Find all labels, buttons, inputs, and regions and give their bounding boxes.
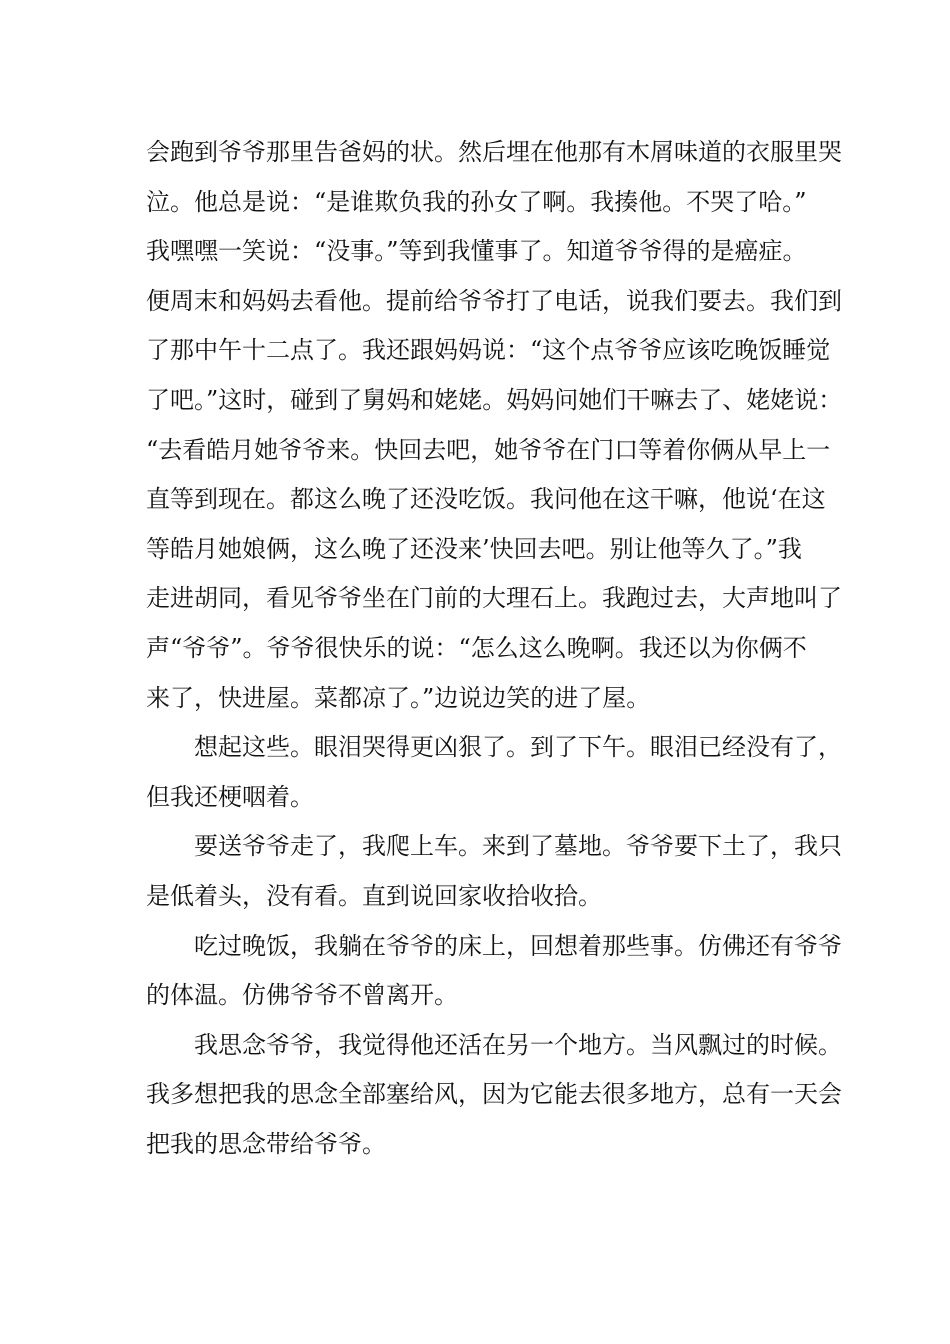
essay-body	[146, 128, 843, 1169]
text-line: “去看皓月她爷爷来。快回去吧，她爷爷在门口等着你俩从早上一	[146, 435, 831, 464]
text-line: 的体温。仿佛爷爷不曾离开。	[146, 981, 458, 1010]
text-line: 来了，快进屋。菜都凉了。”边说边笑的进了屋。	[146, 683, 651, 712]
text-line: 泣。他总是说：“是谁欺负我的孙女了啊。我揍他。不哭了哈。”	[146, 187, 807, 216]
paragraph-first-line: 想起这些。眼泪哭得更凶狠了。到了下午。眼泪已经没有了，	[194, 733, 842, 762]
text-line: 是低着头，没有看。直到说回家收拾收拾。	[146, 881, 602, 910]
text-line: 便周末和妈妈去看他。提前给爷爷打了电话，说我们要去。我们到	[146, 286, 842, 315]
text-line: 我嘿嘿一笑说：“没事。”等到我懂事了。知道爷爷得的是癌症。	[146, 237, 807, 266]
paragraph-first-line: 吃过晚饭，我躺在爷爷的床上，回想着那些事。仿佛还有爷爷	[194, 931, 842, 960]
text-line: 把我的思念带给爷爷。	[146, 1129, 386, 1158]
text-line: 等皓月她娘俩，这么晚了还没来’快回去吧。别让他等久了。”我	[146, 534, 802, 563]
text-line: 声“爷爷”。爷爷很快乐的说：“怎么这么晚啊。我还以为你俩不	[146, 633, 807, 662]
text-line: 了那中午十二点了。我还跟妈妈说：“这个点爷爷应该吃晚饭睡觉	[146, 336, 831, 365]
paragraph-first-line: 要送爷爷走了，我爬上车。来到了墓地。爷爷要下土了，我只	[194, 832, 842, 861]
text-line: 我多想把我的思念全部塞给风，因为它能去很多地方，总有一天会	[146, 1080, 842, 1109]
text-line: 但我还梗咽着。	[146, 782, 314, 811]
text-line: 直等到现在。都这么晚了还没吃饭。我问他在这干嘛，他说‘在这	[146, 485, 826, 514]
text-line: 走进胡同，看见爷爷坐在门前的大理石上。我跑过去，大声地叫了	[146, 584, 842, 613]
text-line: 会跑到爷爷那里告爸妈的状。然后埋在他那有木屑味道的衣服里哭	[146, 138, 842, 166]
text-line: 了吧。”这时，碰到了舅妈和姥姥。妈妈问她们干嘛去了、姥姥说：	[146, 385, 843, 414]
paragraph-first-line: 我思念爷爷，我觉得他还活在另一个地方。当风飘过的时候。	[194, 1030, 842, 1059]
